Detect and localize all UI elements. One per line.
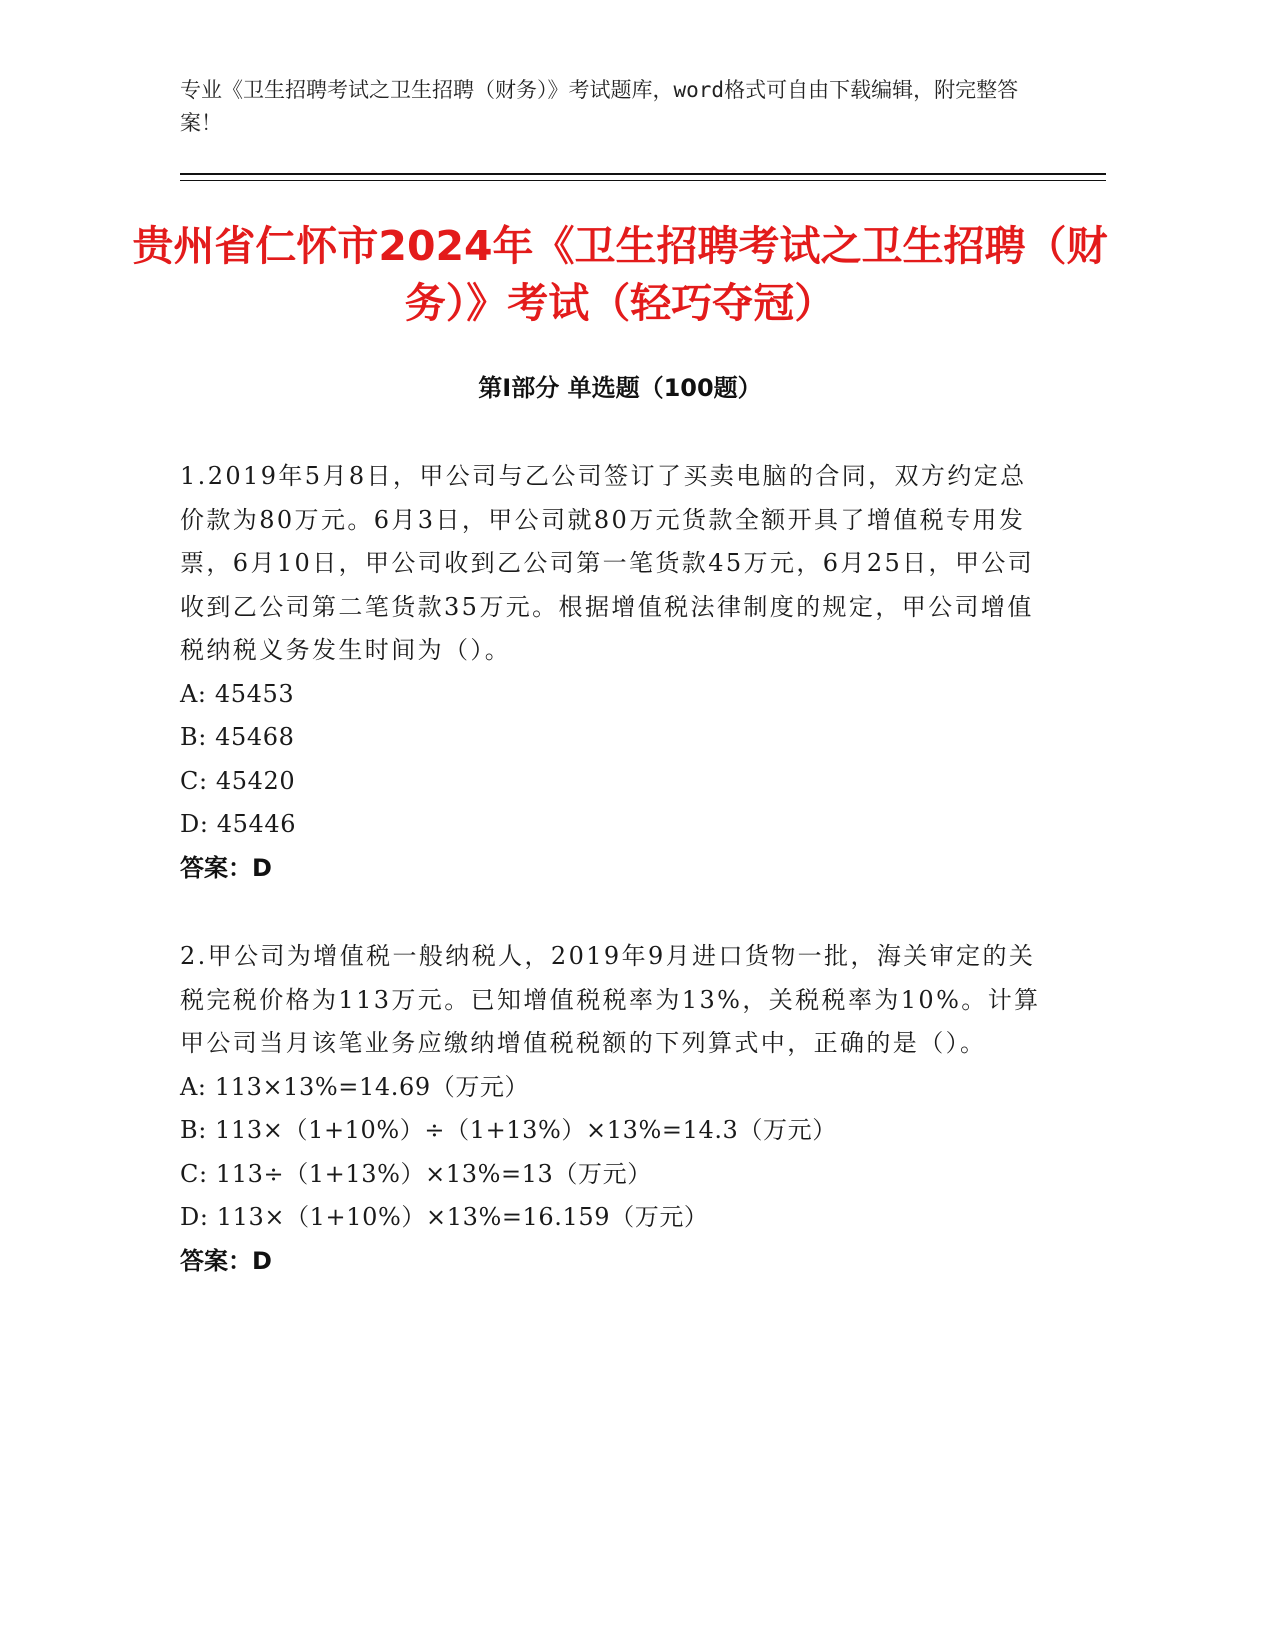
question-stem: 2.甲公司为增值税一般纳税人，2019年9月进口货物一批，海关审定的关税完税价格为113万元。已知增值税税率为13%，关税税率为10%。计算甲公司当月该笔业务应缴纳增值税税额的下列算式中，正确的是（）。 — [180, 942, 1041, 1057]
header-note: 专业《卫生招聘考试之卫生招聘（财务）》考试题库，word格式可自由下载编辑，附完整答案！ — [180, 78, 1019, 135]
header-divider-thick — [180, 173, 1106, 175]
option-b: B: 45468 — [180, 723, 295, 751]
document-title: 贵州省仁怀市2024年《卫生招聘考试之卫生招聘（财务）》考试（轻巧夺冠） — [132, 222, 1108, 327]
answer-line: 答案：D — [180, 1246, 272, 1275]
option-a: A: 113×13%=14.69（万元） — [180, 1072, 530, 1101]
option-c: C: 45420 — [180, 766, 296, 795]
header-divider-thin — [180, 180, 1106, 181]
question-stem: 1.2019年5月8日，甲公司与乙公司签订了买卖电脑的合同，双方约定总价款为80万元。6月3日，甲公司就80万元货款全额开具了增值税专用发票，6月10日，甲公司收到乙公司第一笔货款45万元，6月25日，甲公司收到乙公司第二笔货款35万元。根据增值税法律制度的规定，甲公司增值税纳税义务发生时间为（）。 — [180, 462, 1035, 664]
option-b: B: 113×（1+10%）÷（1+13%）×13%=14.3（万元） — [180, 1116, 837, 1144]
option-d: D: 113×（1+10%）×13%=16.159（万元） — [180, 1203, 709, 1231]
option-c: C: 113÷（1+13%）×13%=13（万元） — [180, 1159, 652, 1188]
question-2 — [180, 935, 1050, 1283]
option-d: D: 45446 — [180, 810, 297, 838]
answer-line: 答案：D — [180, 853, 272, 882]
question-1 — [180, 455, 1050, 890]
option-a: A: 45453 — [180, 679, 295, 708]
section-heading: 第I部分 单选题（100题） — [478, 374, 762, 402]
